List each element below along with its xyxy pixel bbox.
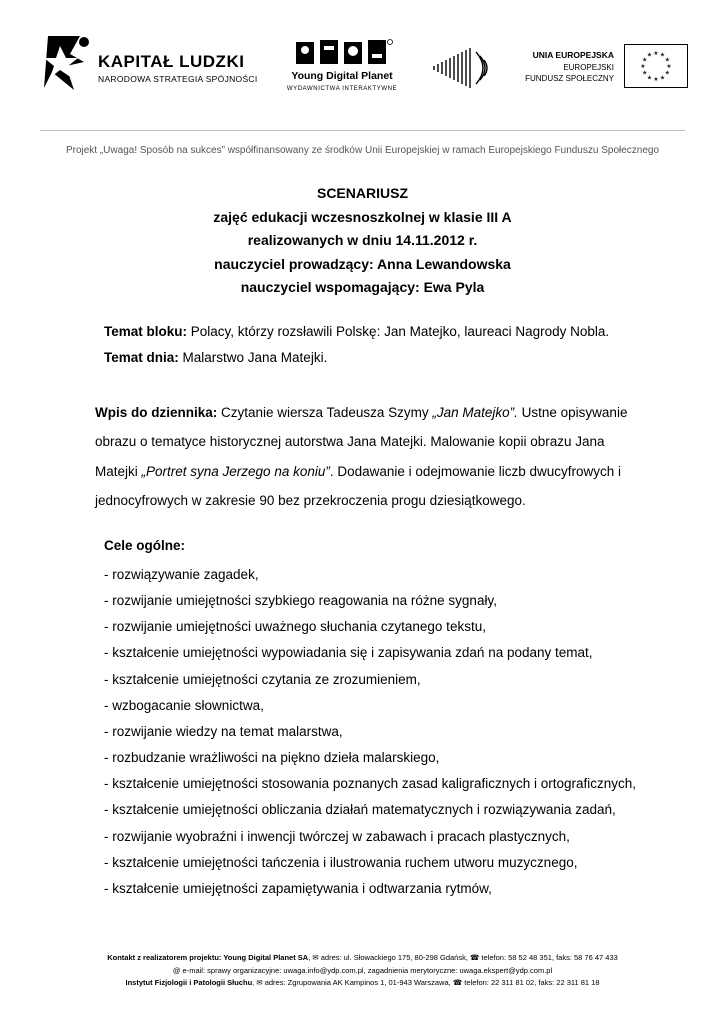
goal-item: - kształcenie umiejętności wypowiadania się i zapisywania zdań na podany temat, (104, 645, 593, 661)
eu-logo (520, 44, 688, 90)
temat-dnia (104, 350, 327, 365)
temat-bloku-text: Polacy, którzy rozsławili Polskę: Jan Matejko, laureaci Nagrody Nobla. (187, 324, 610, 339)
wpis-text: Ustne opisywanie (517, 405, 628, 420)
goal-item: - kształcenie umiejętności zapamiętywania i odtwarzania rytmów, (104, 880, 492, 896)
footer-line-3 (0, 977, 725, 990)
svg-text:★: ★ (653, 50, 659, 57)
goal-item: - rozwijanie wiedzy na temat malarstwa, (104, 723, 343, 739)
wpis-text: Matejki (95, 463, 142, 479)
wave-lines-logo-icon (432, 44, 494, 92)
goal-item: - rozwijanie wyobraźni i inwencji twórczej w zabawach i pracach plastycznych, (104, 828, 570, 844)
goal-item: - rozwijanie umiejętności szybkiego reagowania na różne sygnały, (104, 593, 497, 609)
wpis-label: Wpis do dziennika: (95, 405, 218, 420)
goal-item: - rozwiązywanie zagadek, (104, 567, 259, 582)
title-line-5: nauczyciel wspomagający: Ewa Pyla (240, 279, 485, 295)
temat-dnia-label: Temat dnia: (104, 350, 179, 365)
eu-line-2: EUROPEJSKI (563, 63, 614, 72)
goal-item: - kształcenie umiejętności tańczenia i ilustrowania ruchem utworu muzycznego, (104, 854, 578, 870)
eu-flag-icon (624, 44, 688, 88)
goal-item: - rozbudzanie wrażliwości na piękno dzieła malarskiego, (104, 750, 440, 766)
wpis-text: . Dodawanie i odejmowanie liczb dwucyfrowych i (329, 463, 621, 479)
footer-contact: , ✉ adres: ul. Słowackiego 175, 80-298 Gdańsk, ☎ telefon: 58 52 48 351, faks: 58 76 47 433 (308, 953, 618, 962)
footer-institute: Instytut Fizjologii i Patologii Słuchu (125, 978, 253, 987)
svg-text:★: ★ (666, 63, 672, 70)
wpis-painting-title: „Portret syna Jerzego na koniu” (141, 463, 330, 479)
wpis-line-1 (95, 398, 655, 427)
temat-bloku-label: Temat bloku: (104, 324, 188, 339)
kapital-ludzki-logo (40, 32, 260, 102)
wpis-line-2: obrazu o tematyce historycznej autorstwa Jana Matejki. Malowanie kopii obrazu Jana (95, 434, 605, 450)
wpis-do-dziennika (95, 398, 655, 515)
wpis-text: Czytanie wiersza Tadeusza Szymy (217, 405, 433, 420)
title-line-1: SCENARIUSZ (316, 185, 408, 201)
header-rule (40, 130, 685, 131)
ydp-figures-icon (290, 38, 394, 68)
footer-company: Kontakt z realizatorem projektu: Young Digital Planet SA (107, 953, 309, 962)
goal-item: - wzbogacanie słownictwa, (104, 697, 264, 713)
kapital-ludzki-title: KAPITAŁ LUDZKI (98, 52, 245, 71)
project-line: Projekt „Uwaga! Sposób na sukces” współfinansowany ze środków Unii Europejskiej w ramach Europejskiego Funduszu Społecznego (65, 145, 660, 156)
footer-line-1 (0, 952, 725, 965)
kapital-ludzki-subtitle: NARODOWA STRATEGIA SPÓJNOŚCI (98, 74, 258, 84)
svg-text:★: ★ (646, 74, 653, 82)
svg-text:★: ★ (646, 51, 653, 59)
svg-text:★: ★ (642, 56, 648, 64)
svg-text:★: ★ (664, 56, 670, 64)
wpis-line-4: jednocyfrowych w zakresie 90 bez przekroczenia progu dziesiątkowego. (95, 492, 526, 508)
eu-line-1: UNIA EUROPEJSKA (532, 50, 614, 60)
footer-line-2: @ e-mail: sprawy organizacyjne: uwaga.info@ydp.com.pl, zagadnienia merytoryczne: uwaga.ekspert@ydp.com.pl (172, 965, 553, 975)
kapital-ludzki-star-icon (40, 32, 94, 96)
svg-text:★: ★ (642, 69, 648, 77)
cele-heading: Cele ogólne: (104, 538, 186, 553)
eu-line-3: FUNDUSZ SPOŁECZNY (525, 74, 614, 83)
title-line-4: nauczyciel prowadzący: Anna Lewandowska (214, 255, 511, 272)
goal-item: - rozwijanie umiejętności uważnego słuchania czytanego tekstu, (104, 619, 486, 635)
svg-text:★: ★ (653, 76, 659, 83)
title-line-2: zajęć edukacji wczesnoszkolnej w klasie III A (213, 208, 512, 225)
svg-text:★: ★ (659, 74, 666, 82)
svg-text:★: ★ (664, 69, 670, 77)
wpis-poem-title: „Jan Matejko”. (432, 405, 518, 420)
ydp-name: Young Digital Planet (291, 70, 393, 82)
footer-contact: , ✉ adres: Zgrupowania AK Kampinos 1, 01-943 Warszawa, ☎ telefon: 22 311 81 02, faks: 22 311 81 18 (252, 978, 600, 987)
wpis-line-3 (95, 457, 655, 486)
svg-text:★: ★ (640, 63, 646, 70)
goal-item: - kształcenie umiejętności obliczania działań matematycznych i rozwiązywania zadań, (104, 802, 616, 818)
ydp-subtitle: WYDAWNICTWA INTERAKTYWNE (286, 86, 398, 92)
goals-list (104, 562, 636, 902)
goal-item: - kształcenie umiejętności czytania ze zrozumieniem, (104, 671, 421, 687)
temat-bloku (104, 324, 609, 339)
scenario-title-block (0, 182, 725, 300)
title-line-3: realizowanych w dniu 14.11.2012 r. (247, 232, 478, 248)
ydp-logo (282, 38, 402, 98)
goal-item: - kształcenie umiejętności stosowania poznanych zasad kaligraficznych i ortograficznych, (104, 776, 637, 792)
svg-text:★: ★ (659, 51, 666, 59)
footer (0, 952, 725, 990)
temat-dnia-text: Malarstwo Jana Matejki. (178, 350, 328, 365)
